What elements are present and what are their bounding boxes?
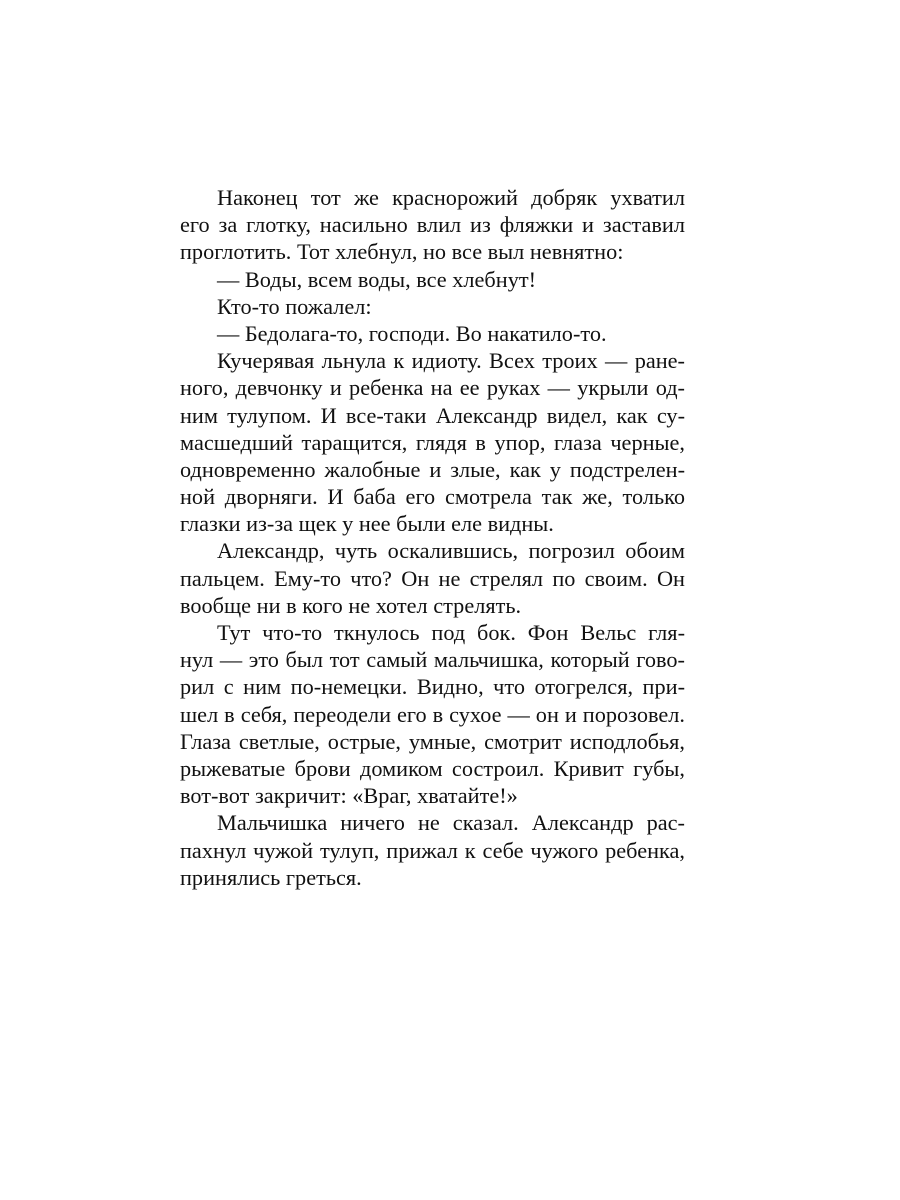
text-line: пальцем. Ему-то что? Он не стрелял по своим. Он [180,565,685,591]
text-line: ного, девчонку и ребенка на ее руках — укрыли од- [180,375,685,401]
text-line: нул — это был тот самый мальчишка, который гово- [180,647,685,673]
text-line: одновременно жалобные и злые, как у подстрелен- [180,456,685,482]
text-line: его за глотку, насильно влил из фляжки и заставил [180,212,685,238]
text-line: Кучерявая льнула к идиоту. Всех троих — ране- [217,348,685,374]
text-line: рыжеватые брови домиком состроил. Кривит губы, [180,755,685,781]
text-line: Александр, чуть оскалившись, погрозил обоим [217,538,685,564]
text-line: ним тулупом. И все-таки Александр видел, как су- [180,402,685,428]
text-line: Кто-то пожалел: [217,293,372,319]
text-line: глазки из-за щек у нее были еле видны. [180,511,554,537]
text-line: — Воды, всем воды, все хлебнут! [217,266,537,292]
text-line: — Бедолага-то, господи. Во накатило-то. [217,320,607,346]
text-line: рил с ним по-немецки. Видно, что отогрелся, при- [180,674,685,700]
text-line: масшедший таращится, глядя в упор, глаза черные, [180,429,685,455]
text-line: Глаза светлые, острые, умные, смотрит исподлобья, [180,728,685,754]
text-line: принялись греться. [180,864,362,890]
text-line: проглотить. Тот хлебнул, но все выл невнятно: [180,239,624,265]
text-line: вообще ни в кого не хотел стрелять. [180,592,522,618]
text-line: шел в себя, переодели его в сухое — он и порозовел. [180,701,685,727]
text-line: вот-вот закричит: «Враг, хватайте!» [180,783,518,809]
page-text [180,184,685,891]
text-line: Тут что-то ткнулось под бок. Фон Вельс гля- [217,620,685,645]
text-line: пахнул чужой тулуп, прижал к себе чужого ребенка, [180,837,685,863]
text-line: ной дворняги. И баба его смотрела так же, только [180,484,685,510]
text-line: Мальчишка ничего не сказал. Александр рас- [217,810,685,836]
text-line: Наконец тот же краснорожий добряк ухватил [217,185,685,210]
